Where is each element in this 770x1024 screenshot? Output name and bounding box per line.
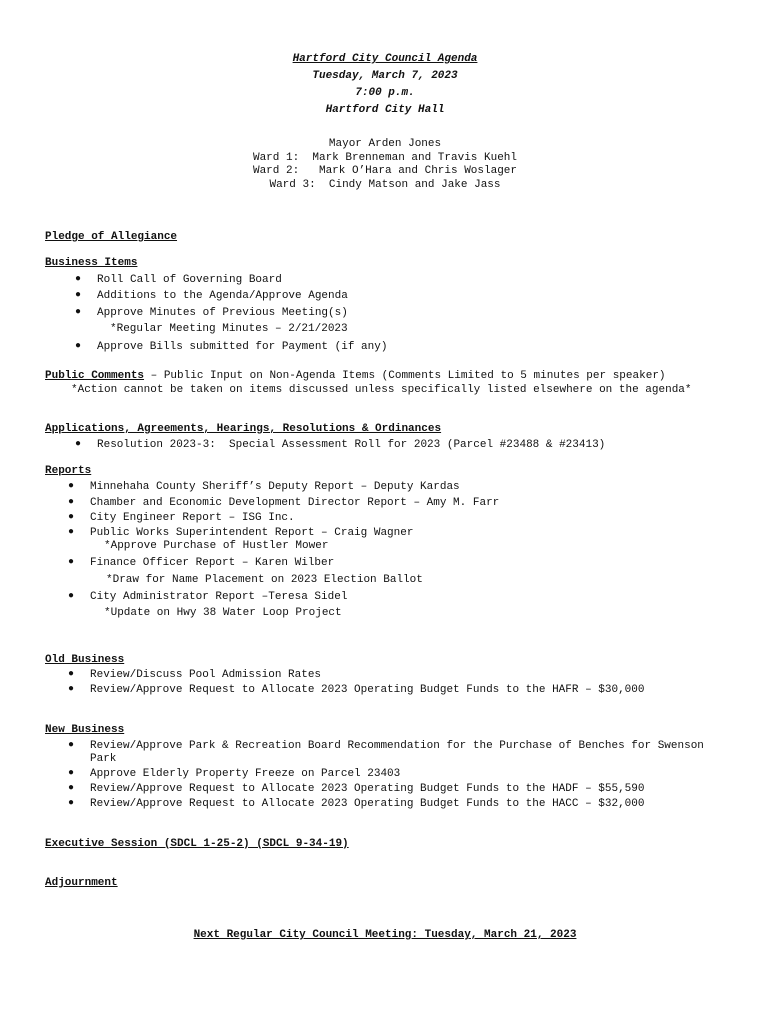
list-item: ● Review/Approve Park & Recreation Board Recommendation for the Purchase of Benches for Swenson — [68, 740, 704, 752]
pledge-heading: Pledge of Allegiance — [45, 231, 178, 243]
ward-2-line: Ward 2: Mark O’Hara and Chris Woslager — [252, 165, 518, 177]
bullet-icon: ● — [75, 439, 82, 450]
list-item: ● Additions to the Agenda/Approve Agenda — [75, 290, 348, 302]
list-item: ● City Engineer Report – ISG Inc. — [68, 512, 295, 524]
bullet-icon: ● — [68, 798, 75, 809]
list-item: ● Finance Officer Report – Karen Wilber — [68, 557, 335, 569]
bullet-icon: ● — [68, 497, 75, 508]
bullet-icon: ● — [75, 341, 82, 352]
bullet-icon: ● — [68, 768, 75, 779]
public-comments-text: – Public Input on Non-Agenda Items (Comments Limited to 5 minutes per speaker) — [144, 370, 666, 382]
ward-3-line: Ward 3: Cindy Matson and Jake Jass — [269, 179, 501, 191]
list-item: ● Review/Approve Request to Allocate 2023 Operating Budget Funds to the HACC – $32,000 — [68, 798, 645, 810]
list-item: ● Review/Approve Request to Allocate 2023 Operating Budget Funds to the HADF – $55,590 — [68, 783, 645, 795]
agenda-title: Hartford City Council Agenda — [292, 53, 478, 65]
list-item: ● Minnehaha County Sheriff’s Deputy Report – Deputy Kardas — [68, 481, 460, 493]
sub-item: *Regular Meeting Minutes – 2/21/2023 — [110, 323, 348, 335]
list-item: ● Chamber and Economic Development Director Report – Amy M. Farr — [68, 497, 500, 509]
list-item: ● Public Works Superintendent Report – Craig Wagner — [68, 527, 414, 539]
old-business-heading: Old Business — [45, 654, 125, 666]
bullet-icon: ● — [75, 290, 82, 301]
sub-item: *Approve Purchase of Hustler Mower — [104, 540, 329, 552]
bullet-icon: ● — [68, 669, 75, 680]
public-comments-note: *Action cannot be taken on items discussed unless specifically listed elsewhere on the agenda* — [71, 384, 692, 396]
adjournment-heading: Adjournment — [45, 877, 118, 889]
list-item: ● Approve Minutes of Previous Meeting(s) — [75, 307, 348, 319]
mayor-line: Mayor Arden Jones — [328, 138, 442, 150]
bullet-icon: ● — [68, 527, 75, 538]
applications-heading: Applications, Agreements, Hearings, Resolutions & Ordinances — [45, 423, 442, 435]
sub-item: *Draw for Name Placement on 2023 Election Ballot — [106, 574, 423, 586]
next-meeting-line: Next Regular City Council Meeting: Tuesday, March 21, 2023 — [193, 929, 577, 941]
list-item: ● Review/Discuss Pool Admission Rates — [68, 669, 322, 681]
list-item: ● Review/Approve Request to Allocate 2023 Operating Budget Funds to the HAFR – $30,000 — [68, 684, 645, 696]
business-items-heading: Business Items — [45, 257, 138, 269]
bullet-icon: ● — [68, 557, 75, 568]
sub-item: *Update on Hwy 38 Water Loop Project — [104, 607, 342, 619]
reports-heading: Reports — [45, 465, 92, 477]
ward-1-line: Ward 1: Mark Brenneman and Travis Kuehl — [252, 152, 518, 164]
new-business-heading: New Business — [45, 724, 125, 736]
executive-session-heading: Executive Session (SDCL 1-25-2) (SDCL 9-34-19) — [45, 838, 349, 850]
bullet-icon: ● — [75, 274, 82, 285]
bullet-icon: ● — [68, 684, 75, 695]
list-item: ● Approve Bills submitted for Payment (if any) — [75, 341, 388, 353]
bullet-icon: ● — [75, 307, 82, 318]
list-item: ● Roll Call of Governing Board — [75, 274, 282, 286]
meeting-time: 7:00 p.m. — [355, 87, 415, 99]
list-item: ● Approve Elderly Property Freeze on Parcel 23403 — [68, 768, 401, 780]
bullet-icon: ● — [68, 740, 75, 751]
meeting-date: Tuesday, March 7, 2023 — [312, 70, 458, 82]
bullet-icon: ● — [68, 512, 75, 523]
bullet-icon: ● — [68, 591, 75, 602]
meeting-location: Hartford City Hall — [325, 104, 445, 116]
public-comments-heading: Public Comments — [45, 370, 145, 382]
public-comments-line — [45, 370, 666, 382]
bullet-icon: ● — [68, 783, 75, 794]
list-item: ● Resolution 2023-3: Special Assessment Roll for 2023 (Parcel #23488 & #23413) — [75, 439, 606, 451]
bullet-icon: ● — [68, 481, 75, 492]
list-item-continuation: Park — [90, 753, 117, 765]
list-item: ● City Administrator Report –Teresa Sidel — [68, 591, 348, 603]
